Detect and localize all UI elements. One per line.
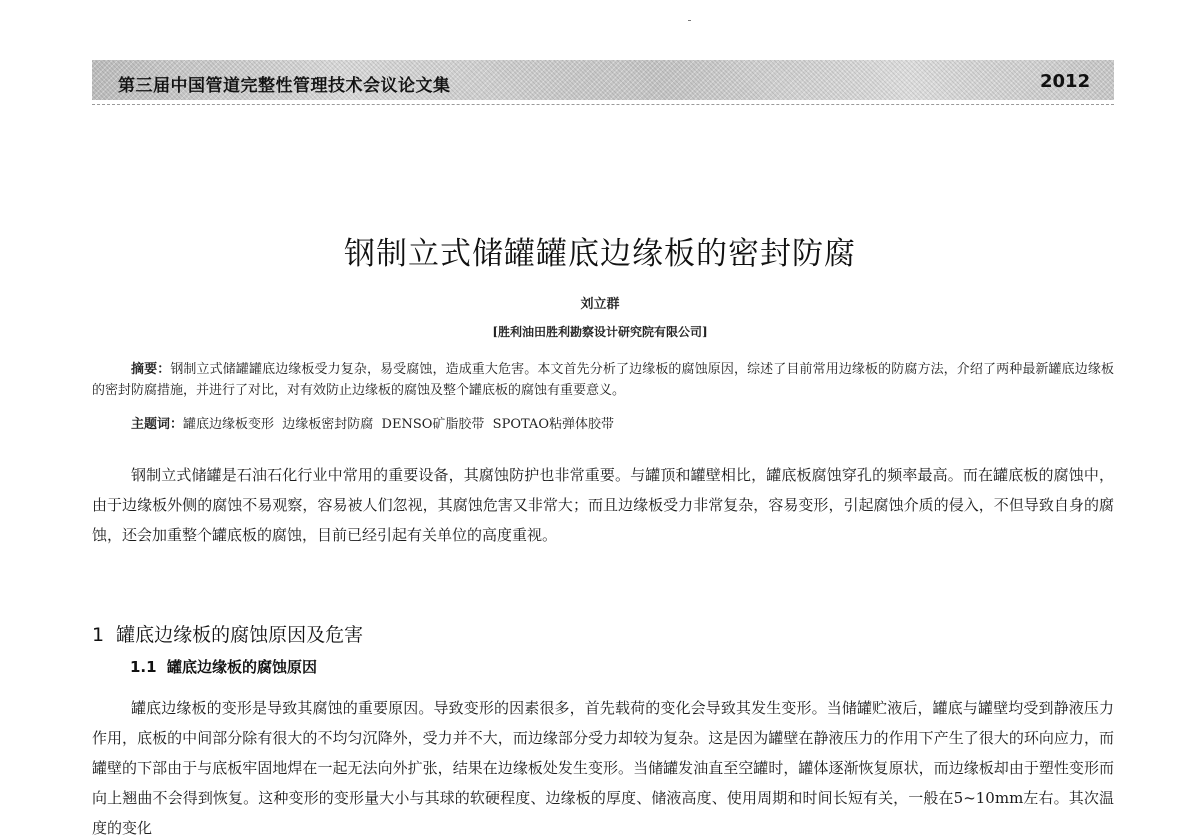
keywords-label: 主题词： <box>131 417 184 432</box>
abstract-text: 钢制立式储罐罐底边缘板受力复杂，易受腐蚀，造成重大危害。本文首先分析了边缘板的腐蚀原因，综述了目前常用边缘板的防腐方法，介绍了两种最新罐底边缘板的密封防腐措施，并进行了对比，对有效防止边缘板的腐蚀及整个罐底板的腐蚀有重要意义。 <box>92 362 1114 398</box>
intro-paragraph: 钢制立式储罐是石油石化行业中常用的重要设备，其腐蚀防护也非常重要。与罐顶和罐壁相比，罐底板腐蚀穿孔的频率最高。而在罐底板的腐蚀中，由于边缘板外侧的腐蚀不易观察，容易被人们忽视，其腐蚀危害又非常大；而且边缘板受力非常复杂，容易变形，引起腐蚀介质的侵入，不但导致自身的腐蚀，还会加重整个罐底板的腐蚀，目前已经引起有关单位的高度重视。 <box>92 466 1114 544</box>
scan-mark <box>688 20 691 21</box>
keywords-text: 罐底边缘板变形 边缘板密封防腐 DENSO矿脂胶带 SPOTAO粘弹体胶带 <box>183 417 614 432</box>
body-paragraph: 罐底边缘板的变形是导致其腐蚀的重要原因。导致变形的因素很多，首先载荷的变化会导致其发生变形。当储罐贮液后，罐底与罐壁均受到静液压力作用，底板的中间部分除有很大的不均匀沉降外，受力并不大，而边缘部分受力却较为复杂。这是因为罐壁在静液压力的作用下产生了很大的环向应力，而罐壁的下部由于与底板牢固地焊在一起无法向外扩张，结果在边缘板处发生变形。当储罐发油直至空罐时，罐体逐渐恢复原状，而边缘板却由于塑性变形而向上翘曲不会得到恢复。这种变形的变形量大小与其球的软硬程度、边缘板的厚度、储液高度、使用周期和时间长短有关，一般在5~10mm左右。其次温度的变化 <box>92 699 1114 837</box>
subsection-heading: 1.1 罐底边缘板的腐蚀原因 <box>130 658 318 676</box>
keywords <box>131 413 614 432</box>
section-heading: 1 罐底边缘板的腐蚀原因及危害 <box>92 624 364 646</box>
paper-title: 钢制立式储罐罐底边缘板的密封防腐 <box>344 236 856 272</box>
abstract-label: 摘要： <box>131 362 171 377</box>
author: 刘立群 <box>580 297 620 312</box>
running-header-title: 第三届中国管道完整性管理技术会议论文集 <box>118 76 451 96</box>
abstract <box>92 359 1114 401</box>
running-header-year: 2012 <box>1040 71 1091 92</box>
affiliation: [胜利油田胜利勘察设计研究院有限公司] <box>492 325 708 339</box>
header-divider <box>92 104 1114 105</box>
